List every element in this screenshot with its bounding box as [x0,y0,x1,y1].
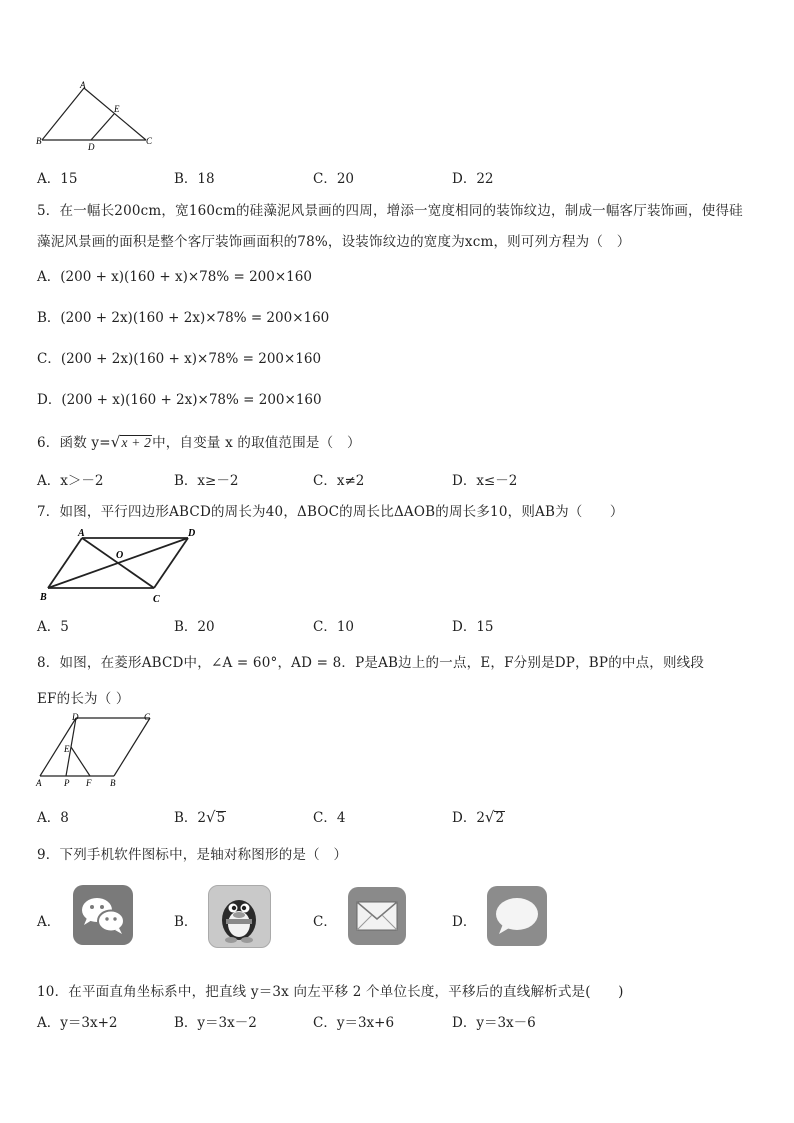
wechat-icon[interactable] [73,885,133,945]
q7-option-d[interactable]: D．15 [452,619,494,635]
q8-label-c: C [144,712,151,722]
q5-option-d[interactable]: D．(200 + x)(160 + 2x)×78% = 200×160 [37,392,322,408]
message-bubble-icon[interactable] [487,886,547,946]
q4-option-b[interactable]: B．18 [174,171,215,187]
q6-option-a[interactable]: A．x＞－2 [37,473,104,489]
q10-option-d[interactable]: D．y＝3x－6 [452,1015,536,1031]
q10-option-c[interactable]: C．y＝3x+6 [313,1015,395,1031]
q4-label-c: C [146,136,153,146]
q7-label-b: B [40,592,47,603]
q7-option-c[interactable]: C．10 [313,619,355,635]
q6-radicand: x + 2 [121,435,152,450]
q5-option-c[interactable]: C．(200 + 2x)(160 + x)×78% = 200×160 [37,351,322,367]
q8-option-d[interactable]: D．2√2 [452,808,505,826]
q9-option-d[interactable]: D． [452,914,477,930]
q8-stem-line2: EF的长为（ ） [37,691,130,707]
q5-option-a[interactable]: A．(200 + x)(160 + x)×78% = 200×160 [37,269,312,285]
q8-label-b: B [110,778,116,788]
q9-option-a[interactable]: A． [37,914,61,930]
q7-label-d: D [188,528,196,539]
q7-label-a: A [78,528,85,539]
q10-option-a[interactable]: A．y＝3x+2 [37,1015,118,1031]
q8-label-a: A [36,778,42,788]
q6-stem: 6．函数 y=√x + 2中，自变量 x 的取值范围是（ ） [37,433,361,451]
q8-option-d-label: D．2 [452,810,485,826]
q10-option-b[interactable]: B．y＝3x－2 [174,1015,257,1031]
q6-option-b[interactable]: B．x≥－2 [174,473,239,489]
q8-label-f: F [86,778,92,788]
q4-option-d[interactable]: D．22 [452,171,494,187]
q4-label-d: D [88,142,95,152]
q8-option-a[interactable]: A．8 [37,810,69,826]
q7-label-c: C [153,594,160,605]
q4-option-c[interactable]: C．20 [313,171,355,187]
q8-label-e: E [64,744,70,754]
q8-option-b-radicand: 5 [216,810,226,826]
q8-stem-line1: 8．如图，在菱形ABCD中，∠A = 60°，AD = 8．P是AB边上的一点，E，F分别是DP，BP的中点，则线段 [37,655,705,671]
q7-option-b[interactable]: B．20 [174,619,215,635]
q4-label-e: E [114,104,120,114]
q6-stem-pre: 6．函数 y= [37,435,111,451]
q5-stem-line2: 藻泥风景画的面积是整个客厅装饰画面积的78%，设装饰纹边的宽度为xcm，则可列方程为（ ） [37,234,631,250]
q8-label-d: D [72,712,79,722]
q8-option-c[interactable]: C．4 [313,810,346,826]
q6-stem-post: 中，自变量 x 的取值范围是（ ） [152,435,361,451]
q9-stem: 9．下列手机软件图标中，是轴对称图形的是（ ） [37,847,348,863]
q9-option-c[interactable]: C． [313,914,337,930]
q5-stem-line1: 5．在一幅长200cm，宽160cm的硅藻泥风景画的四周，增添一宽度相同的装饰纹边，制成一幅客厅装饰画，使得硅 [37,203,743,219]
q8-rhombus-figure [34,712,164,788]
q4-label-a: A [80,80,86,90]
q10-stem: 10．在平面直角坐标系中，把直线 y＝3x 向左平移 2 个单位长度，平移后的直线解析式是( ) [37,984,624,1000]
q7-option-a[interactable]: A．5 [37,619,69,635]
q4-option-a[interactable]: A．15 [37,171,78,187]
q5-option-b[interactable]: B．(200 + 2x)(160 + 2x)×78% = 200×160 [37,310,330,326]
q6-option-d[interactable]: D．x≤－2 [452,473,518,489]
q7-stem: 7．如图，平行四边形ABCD的周长为40，ΔBOC的周长比ΔAOB的周长多10，则AB为（ ） [37,504,624,520]
q4-label-b: B [36,136,42,146]
q4-triangle-figure [34,80,164,152]
q6-option-c[interactable]: C．x≠2 [313,473,365,489]
q7-parallelogram-figure [36,526,206,606]
q8-option-b[interactable]: B．2√5 [174,808,226,826]
q9-option-b[interactable]: B． [174,914,198,930]
mail-envelope-icon[interactable] [348,887,406,945]
q7-label-o: O [116,550,124,561]
qq-penguin-icon[interactable] [208,885,271,948]
q8-option-d-radicand: 2 [495,810,505,826]
q8-label-p: P [64,778,70,788]
q8-option-b-label: B．2 [174,810,207,826]
